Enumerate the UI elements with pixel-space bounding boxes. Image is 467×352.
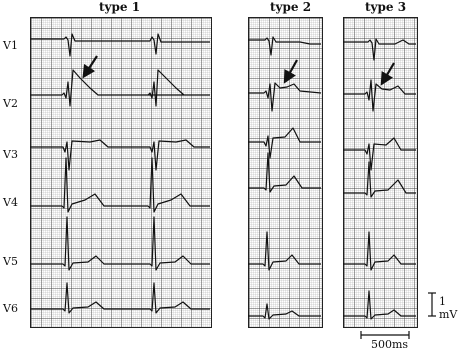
lead-label-v3: V3: [3, 148, 18, 161]
arrow-type3: [384, 63, 394, 80]
trace-type2-v2: [248, 83, 321, 111]
title-type-3: type 3: [365, 0, 407, 14]
trace-type2-v4: [248, 153, 321, 192]
trace-type1-v6: [30, 283, 210, 313]
trace-type3-v6: [343, 291, 416, 319]
lead-label-v2: V2: [3, 97, 18, 110]
trace-type3-v1: [343, 39, 416, 60]
lead-label-v5: V5: [3, 255, 18, 268]
trace-type3-v4: [343, 162, 416, 197]
title-type-1: type 1: [99, 0, 141, 14]
trace-type1-v4: [30, 158, 210, 212]
title-type-2: type 2: [270, 0, 312, 14]
trace-type3-v5: [343, 232, 416, 270]
trace-type3-v2: [343, 80, 416, 111]
trace-type2-v5: [248, 232, 321, 270]
trace-type2-v3: [248, 128, 321, 158]
trace-type1-v5: [30, 217, 210, 270]
time-scale-label: 500ms: [371, 338, 409, 351]
trace-type2-v6: [248, 304, 321, 319]
voltage-scale-label: 1 mV: [439, 295, 458, 321]
arrow-type2: [287, 60, 297, 78]
lead-label-v1: V1: [3, 39, 18, 52]
arrow-type1: [86, 56, 97, 73]
lead-label-v4: V4: [3, 196, 18, 209]
trace-type1-v2: [30, 70, 210, 106]
trace-type1-v3: [30, 140, 210, 170]
trace-type1-v1: [30, 34, 210, 56]
trace-type3-v3: [343, 138, 416, 170]
trace-type2-v1: [248, 37, 321, 55]
lead-label-v6: V6: [3, 302, 18, 315]
voltage-scale-bar: [428, 293, 436, 316]
